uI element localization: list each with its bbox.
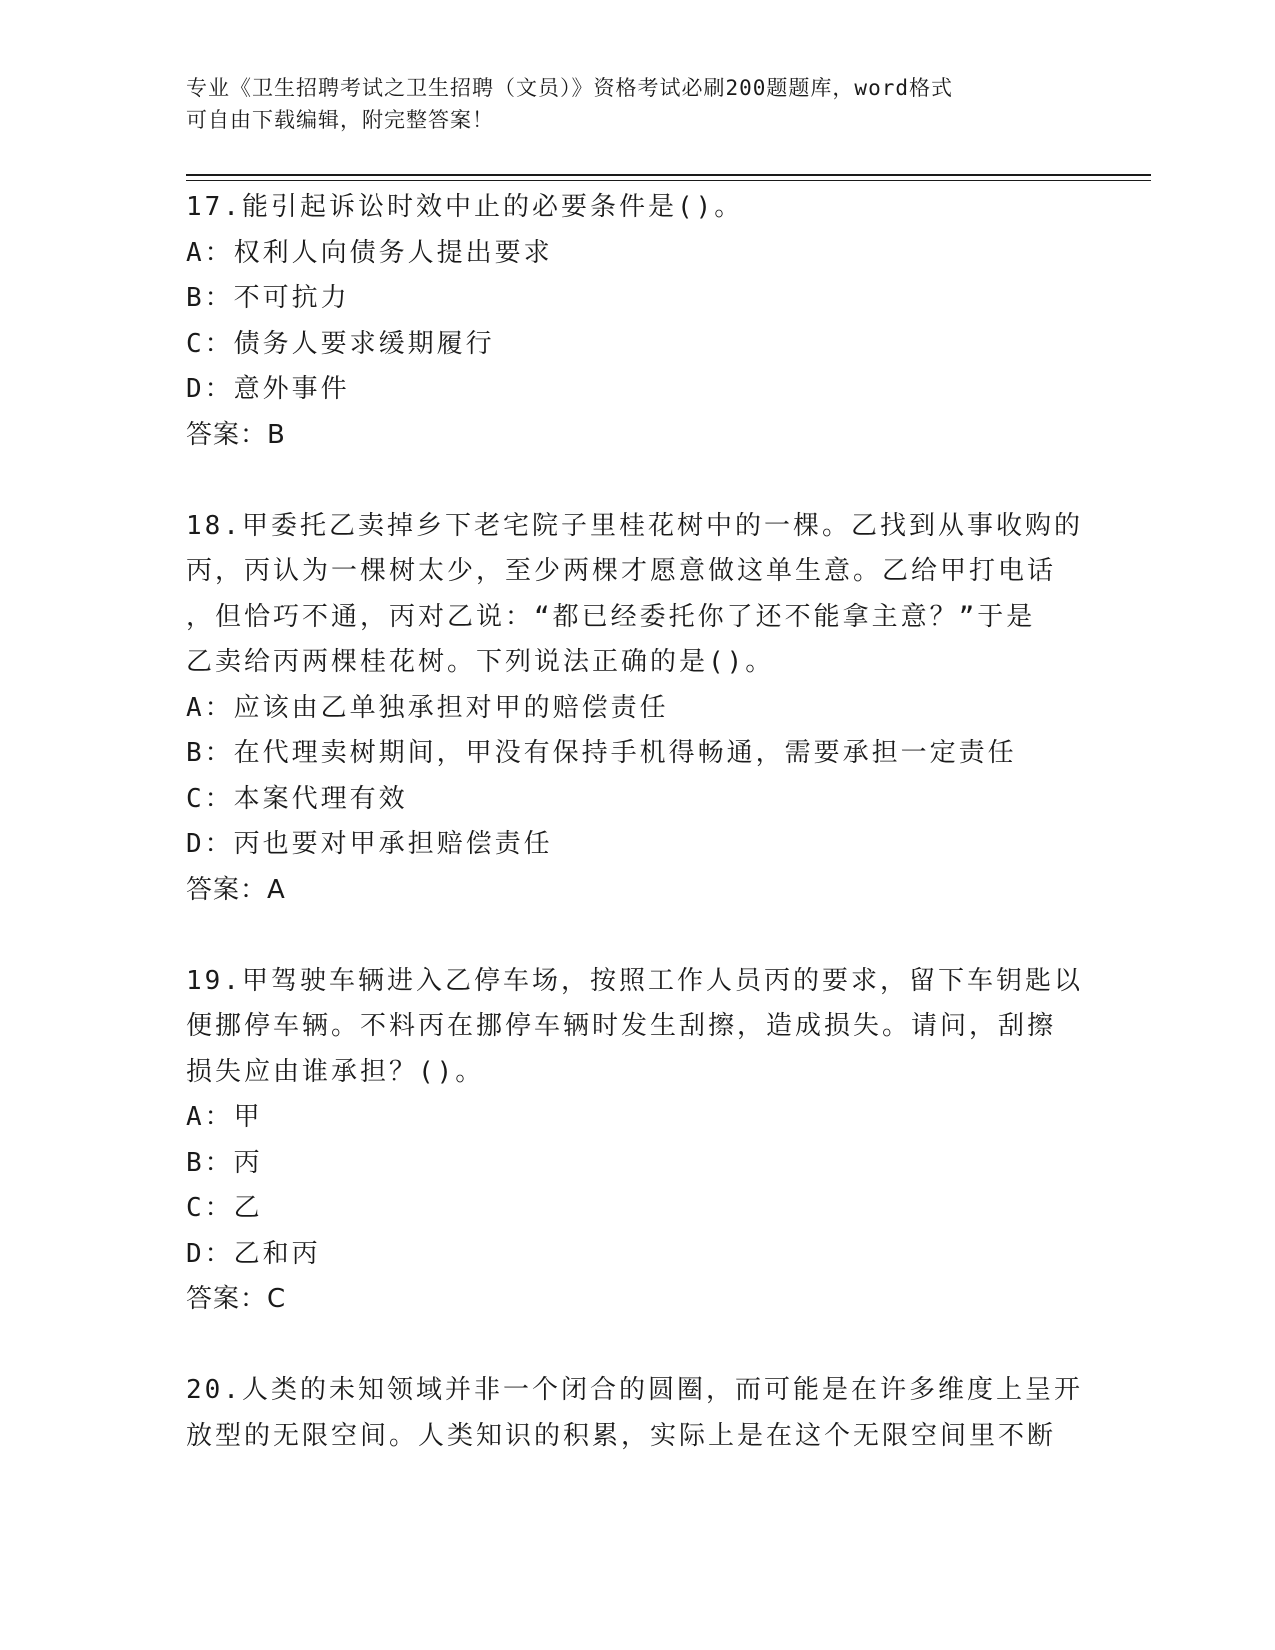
option-b: B：丙 bbox=[186, 1147, 263, 1178]
question-text: 损失应由谁承担？()。 bbox=[186, 1056, 485, 1087]
question-list bbox=[186, 185, 1086, 1459]
question-text: 19.甲驾驶车辆进入乙停车场，按照工作人员丙的要求，留下车钥匙以 bbox=[186, 965, 1083, 996]
question-text: ，但恰巧不通，丙对乙说：“都已经委托你了还不能拿主意？”于是 bbox=[186, 601, 1036, 632]
question-text: 18.甲委托乙卖掉乡下老宅院子里桂花树中的一棵。乙找到从事收购的 bbox=[186, 510, 1083, 541]
option-b: B：在代理卖树期间，甲没有保持手机得畅通，需要承担一定责任 bbox=[186, 738, 1017, 768]
option-a: A：应该由乙单独承担对甲的赔偿责任 bbox=[186, 692, 669, 723]
question-text: 丙，丙认为一棵树太少，至少两棵才愿意做这单生意。乙给甲打电话 bbox=[186, 556, 1057, 586]
answer-line: 答案：A bbox=[186, 874, 286, 905]
option-d: D：丙也要对甲承担赔偿责任 bbox=[186, 829, 553, 859]
answer-line: 答案：C bbox=[186, 1284, 287, 1314]
option-c: C：乙 bbox=[186, 1193, 263, 1223]
option-d: D：乙和丙 bbox=[186, 1238, 321, 1269]
header-line-1: 专业《卫生招聘考试之卫生招聘（文员）》资格考试必刷200题题库，word格式 bbox=[186, 76, 953, 100]
option-d: D：意外事件 bbox=[186, 374, 350, 404]
question-17 bbox=[186, 185, 1086, 458]
header-rule-thin bbox=[186, 180, 1151, 181]
question-20 bbox=[186, 1368, 1086, 1459]
header-line-2: 可自由下载编辑，附完整答案！ bbox=[186, 108, 494, 132]
option-c: C：债务人要求缓期履行 bbox=[186, 328, 495, 359]
question-text: 17.能引起诉讼时效中止的必要条件是()。 bbox=[186, 192, 744, 222]
question-18 bbox=[186, 504, 1086, 914]
option-a: A：甲 bbox=[186, 1102, 263, 1132]
answer-line: 答案：B bbox=[186, 419, 286, 450]
spacer bbox=[186, 458, 1086, 504]
option-a: A：权利人向债务人提出要求 bbox=[186, 237, 553, 268]
header-rule-thick bbox=[186, 174, 1151, 176]
option-b: B：不可抗力 bbox=[186, 283, 350, 313]
spacer bbox=[186, 1323, 1086, 1369]
spacer bbox=[186, 913, 1086, 959]
document-header bbox=[186, 72, 1066, 136]
question-text: 便挪停车辆。不料丙在挪停车辆时发生刮擦，造成损失。请问，刮擦 bbox=[186, 1011, 1057, 1041]
question-19 bbox=[186, 959, 1086, 1323]
question-text: 乙卖给丙两棵桂花树。下列说法正确的是()。 bbox=[186, 647, 775, 677]
question-text: 放型的无限空间。人类知识的积累，实际上是在这个无限空间里不断 bbox=[186, 1420, 1057, 1451]
option-c: C：本案代理有效 bbox=[186, 783, 408, 814]
question-text: 20.人类的未知领域并非一个闭合的圆圈，而可能是在许多维度上呈开 bbox=[186, 1375, 1083, 1405]
